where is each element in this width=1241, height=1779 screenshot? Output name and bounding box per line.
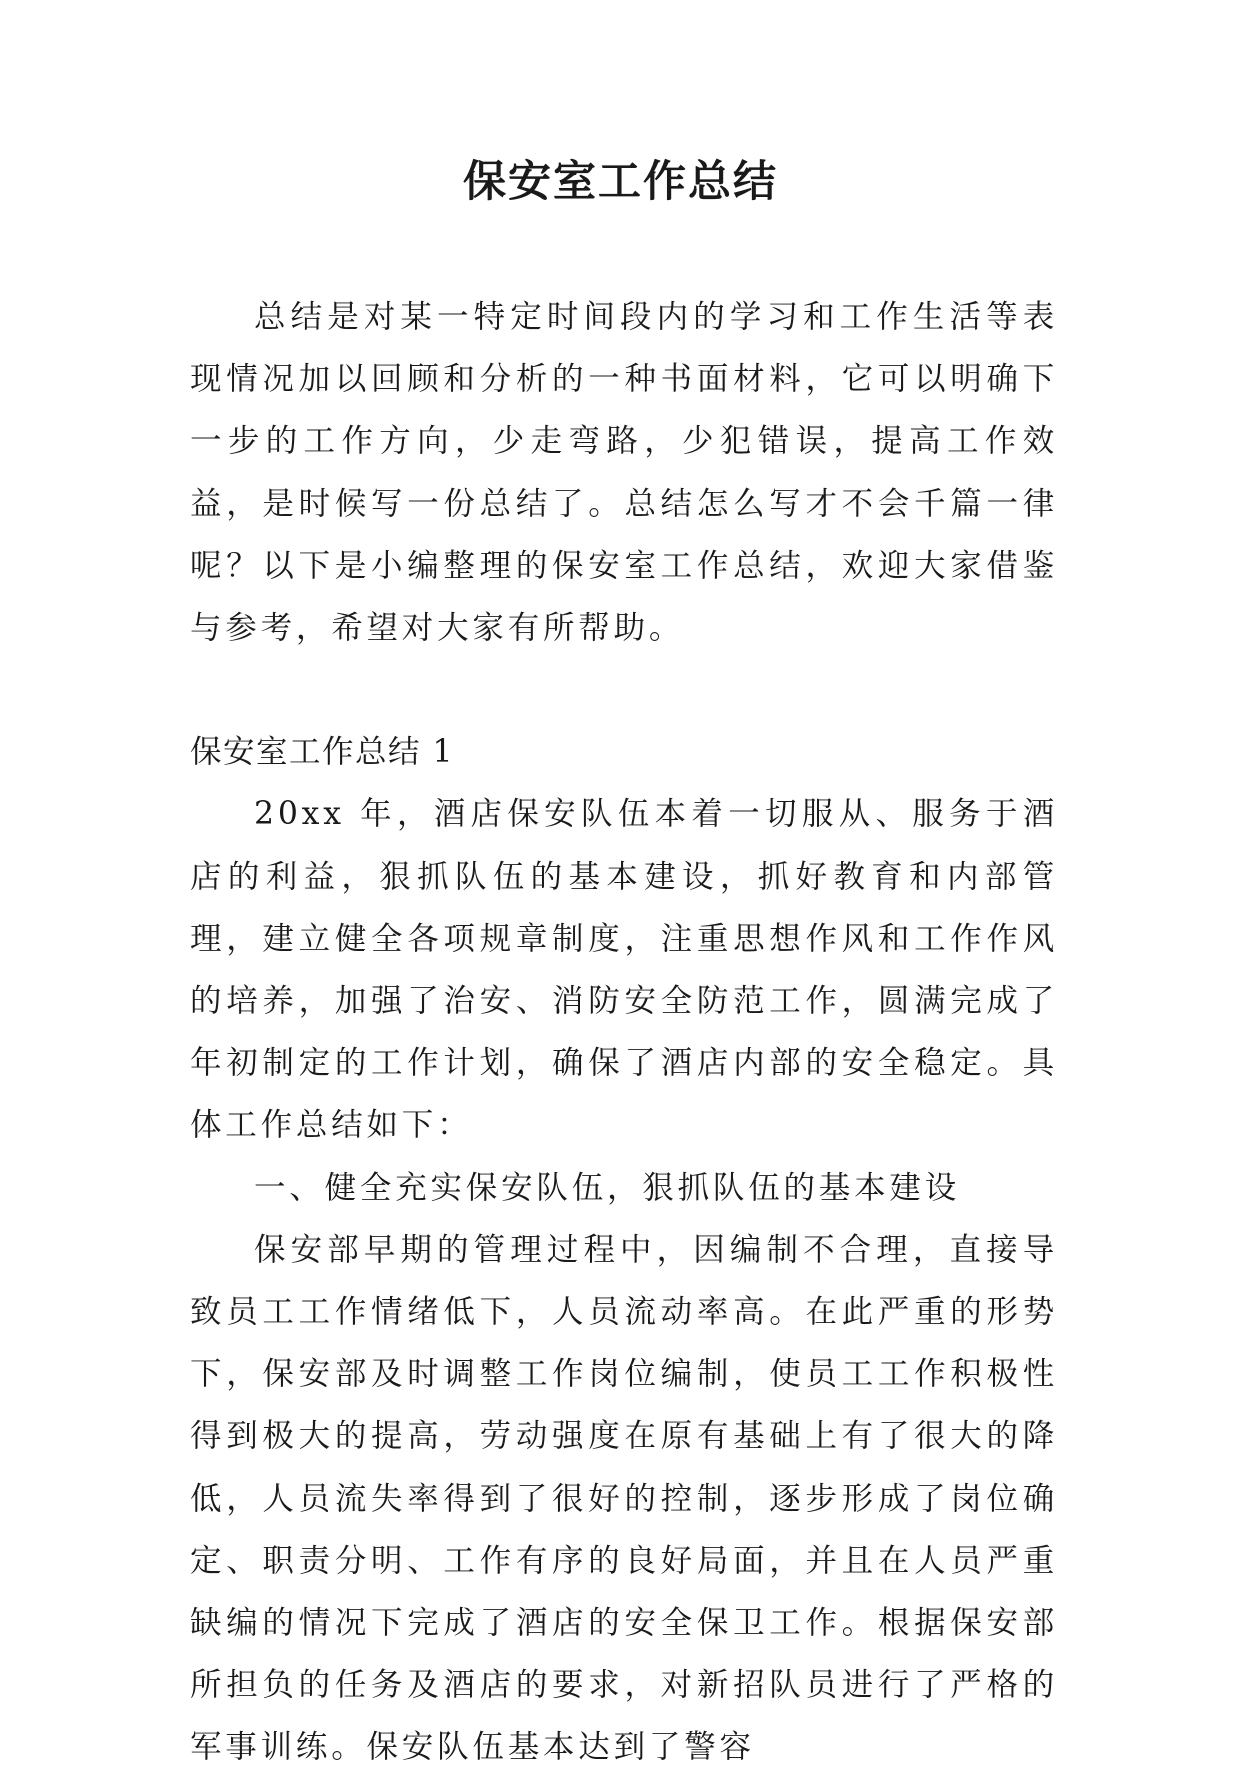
document-body	[190, 286, 1058, 1779]
intro-paragraph: 总结是对某一特定时间段内的学习和工作生活等表现情况加以回顾和分析的一种书面材料，它可以明确下一步的工作方向，少走弯路，少犯错误，提高工作效益，是时候写一份总结了。总结怎么写才不会千篇一律呢？以下是小编整理的保安室工作总结，欢迎大家借鉴与参考，希望对大家有所帮助。	[190, 299, 1058, 647]
subheading-1: 一、健全充实保安队伍，狠抓队伍的基本建设	[254, 1169, 961, 1206]
body-paragraph-2: 保安部早期的管理过程中，因编制不合理，直接导致员工工作情绪低下，人员流动率高。在此严重的形势下，保安部及时调整工作岗位编制，使员工工作积极性得到极大的提高，劳动强度在原有基础上有了很大的降低，人员流失率得到了很好的控制，逐步形成了岗位确定、职责分明、工作有序的良好局面，并且在人员严重缺编的情况下完成了酒店的安全保卫工作。根据保安部所担负的任务及酒店的要求，对新招队员进行了严格的军事训练。保安队伍基本达到了警容	[190, 1231, 1058, 1766]
paragraph-spacer	[190, 659, 1058, 721]
body-paragraph-1: 20xx 年，酒店保安队伍本着一切服从、服务于酒店的利益，狠抓队伍的基本建设，抓好教育和内部管理，建立健全各项规章制度，注重思想作风和工作作风的培养，加强了治安、消防安全防范工作，圆满完成了年初制定的工作计划，确保了酒店内部的安全稳定。具体工作总结如下：	[190, 796, 1058, 1144]
document-title: 保安室工作总结	[463, 157, 778, 207]
section-heading: 保安室工作总结 1	[190, 734, 455, 771]
